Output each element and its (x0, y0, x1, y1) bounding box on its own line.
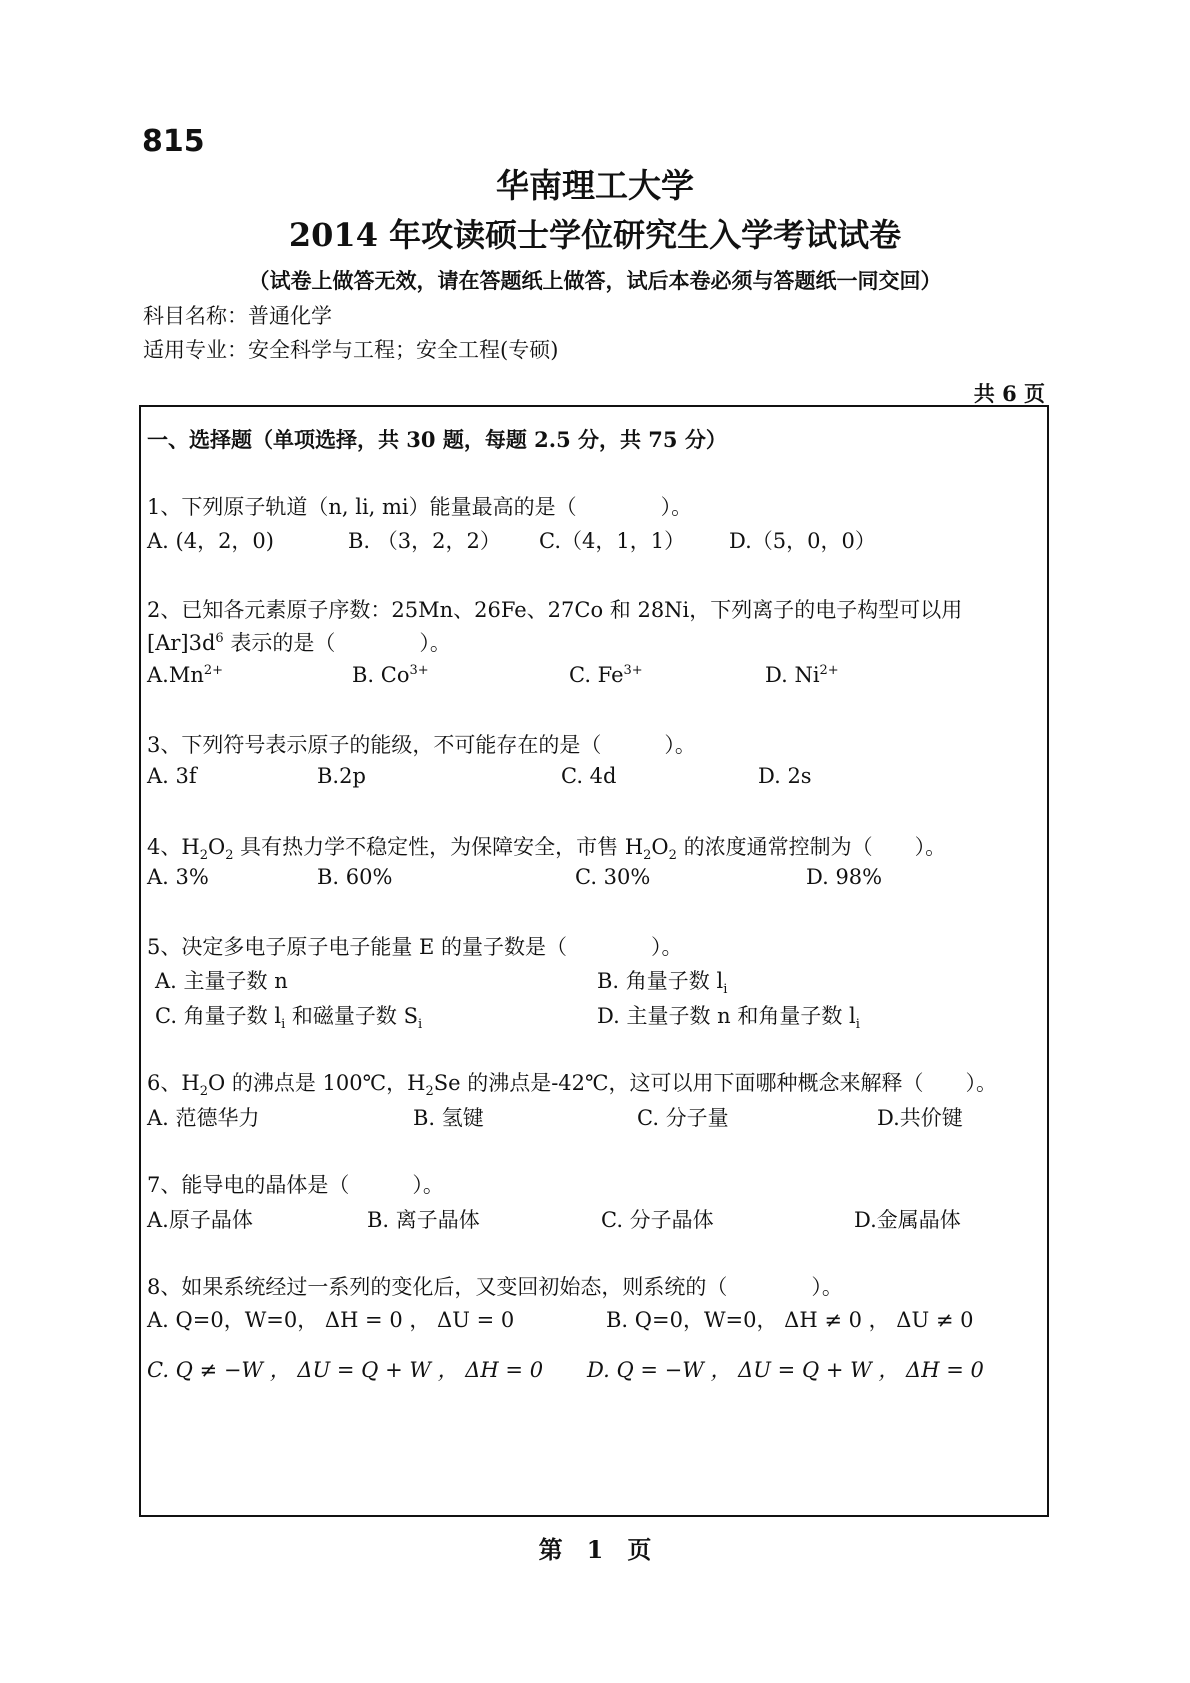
q4-stem-part-5: 具有热力学不稳定性，为保障安全，市售 H (233, 835, 644, 859)
q2-option-b-base: B. Co (352, 663, 410, 687)
answer-note: （试卷上做答无效，请在答题纸上做答，试后本卷必须与答题纸一同交回） (248, 268, 942, 293)
q5-option-b (597, 965, 727, 997)
q2-config-sup: 6 (215, 631, 224, 646)
question-7-stem: 7、能导电的晶体是（ ）。 (147, 1173, 444, 1197)
q6-stem-part-5: Se 的沸点是-42℃，这可以用下面哪种概念来解释（ ）。 (433, 1071, 998, 1095)
q5-option-c-mid: 和磁量子数 S (285, 1004, 418, 1028)
q4-option-d: D. 98% (806, 865, 883, 889)
q7-option-c: C. 分子晶体 (601, 1208, 714, 1232)
q7-option-b: B. 离子晶体 (367, 1208, 480, 1232)
q3-option-a: A. 3f (147, 764, 197, 788)
q4-stem-part-2: 2 (199, 848, 208, 864)
q6-stem-part-3: O 的沸点是 100℃，H (207, 1071, 426, 1095)
question-box (139, 405, 1049, 1517)
exam-code: 815 (142, 124, 205, 159)
q6-option-b: B. 氢键 (413, 1106, 484, 1130)
question-4-stem (147, 831, 946, 863)
q8-option-a: A. Q=0，W=0， ΔH = 0 ， ΔU = 0 (147, 1308, 515, 1332)
applicable-major: 适用专业：安全科学与工程；安全工程(专硕) (143, 338, 559, 362)
q2-option-d-charge: 2+ (819, 663, 839, 678)
question-5-stem: 5、决定多电子原子电子能量 E 的量子数是（ ）。 (147, 935, 683, 959)
q4-stem-part-8: 2 (668, 848, 677, 864)
q1-option-c: C.（4，1，1） (539, 529, 686, 553)
q2-option-c-charge: 3+ (623, 663, 643, 678)
q5-option-d-base: D. 主量子数 n 和角量子数 l (597, 1004, 856, 1028)
q6-option-a: A. 范德华力 (147, 1106, 260, 1130)
q4-stem-part-3: O (207, 835, 226, 859)
q2-option-b (352, 663, 429, 687)
q6-option-d: D.共价键 (877, 1106, 963, 1130)
q1-option-a: A. (4，2，0) (147, 529, 274, 553)
q3-option-d: D. 2s (758, 764, 812, 788)
q7-option-d: D.金属晶体 (854, 1208, 961, 1232)
q8-option-c: C. Q ≠ −W ， ΔU = Q + W ， ΔH = 0 (147, 1358, 544, 1382)
section-title: 一、选择题（单项选择，共 30 题，每题 2.5 分，共 75 分） (147, 427, 727, 452)
q4-stem-part-1: 4、H (147, 835, 200, 859)
university-name: 华南理工大学 (496, 166, 694, 205)
subject-name: 科目名称：普通化学 (143, 304, 332, 328)
q2-option-a-charge: 2+ (203, 663, 224, 678)
q4-option-b: B. 60% (317, 865, 393, 889)
question-8-stem: 8、如果系统经过一系列的变化后，又变回初始态，则系统的（ ）。 (147, 1275, 843, 1299)
q5-option-d-sub: i (855, 1017, 860, 1033)
q5-option-b-base: B. 角量子数 l (597, 969, 724, 993)
q6-option-c: C. 分子量 (637, 1106, 729, 1130)
q2-config-post: 表示的是（ ）。 (223, 631, 451, 655)
q5-option-c-sub2: i (417, 1017, 423, 1033)
page-number: 第 1 页 (538, 1535, 652, 1564)
question-1-stem: 1、下列原子轨道（n, li, mi）能量最高的是（ ）。 (147, 495, 693, 519)
question-6-stem (147, 1067, 997, 1099)
q3-option-c: C. 4d (561, 764, 617, 788)
q4-option-a: A. 3% (147, 865, 209, 889)
q5-option-c-base: C. 角量子数 l (155, 1004, 282, 1028)
q6-stem-part-2: 2 (199, 1084, 208, 1100)
q5-option-c (155, 1000, 422, 1032)
q2-option-a-base: A.Mn (147, 663, 204, 687)
q3-option-b: B.2p (317, 764, 366, 788)
total-pages: 共 6 页 (973, 381, 1045, 406)
q4-stem-part-9: 的浓度通常控制为（ ）。 (676, 835, 947, 859)
q7-option-a: A.原子晶体 (147, 1208, 253, 1232)
q5-option-c-sub: i (281, 1017, 286, 1033)
q4-stem-part-4: 2 (225, 848, 234, 864)
q2-option-c (569, 663, 643, 687)
q2-option-c-base: C. Fe (569, 663, 624, 687)
q6-stem-part-4: 2 (425, 1084, 434, 1100)
question-3-stem: 3、下列符号表示原子的能级，不可能存在的是（ ）。 (147, 733, 696, 757)
q4-stem-part-7: O (651, 835, 669, 859)
q8-option-d: D. Q = −W ， ΔU = Q + W ， ΔH = 0 (587, 1358, 984, 1382)
q1-option-d: D.（5，0，0） (729, 529, 876, 553)
q2-option-d (765, 663, 839, 687)
q6-stem-part-1: 6、H (147, 1071, 200, 1095)
question-2-stem-line2 (147, 627, 451, 657)
q4-option-c: C. 30% (575, 865, 651, 889)
exam-title: 2014 年攻读硕士学位研究生入学考试试卷 (288, 216, 902, 254)
q5-option-d (597, 1000, 860, 1032)
q1-option-b: B. （3，2，2） (348, 529, 501, 553)
q2-option-a (147, 663, 223, 687)
q5-option-b-sub: i (723, 982, 728, 998)
q5-option-a: A. 主量子数 n (155, 969, 288, 993)
question-2-stem: 2、已知各元素原子序数：25Mn、26Fe、27Co 和 28Ni，下列离子的电子构型可以用 (147, 598, 963, 622)
q2-config-base: [Ar]3d (147, 631, 216, 655)
q2-option-b-charge: 3+ (409, 663, 429, 678)
q8-option-b: B. Q=0，W=0， ΔH ≠ 0 ， ΔU ≠ 0 (606, 1308, 974, 1332)
q4-stem-part-6: 2 (643, 848, 652, 864)
q2-option-d-base: D. Ni (765, 663, 820, 687)
